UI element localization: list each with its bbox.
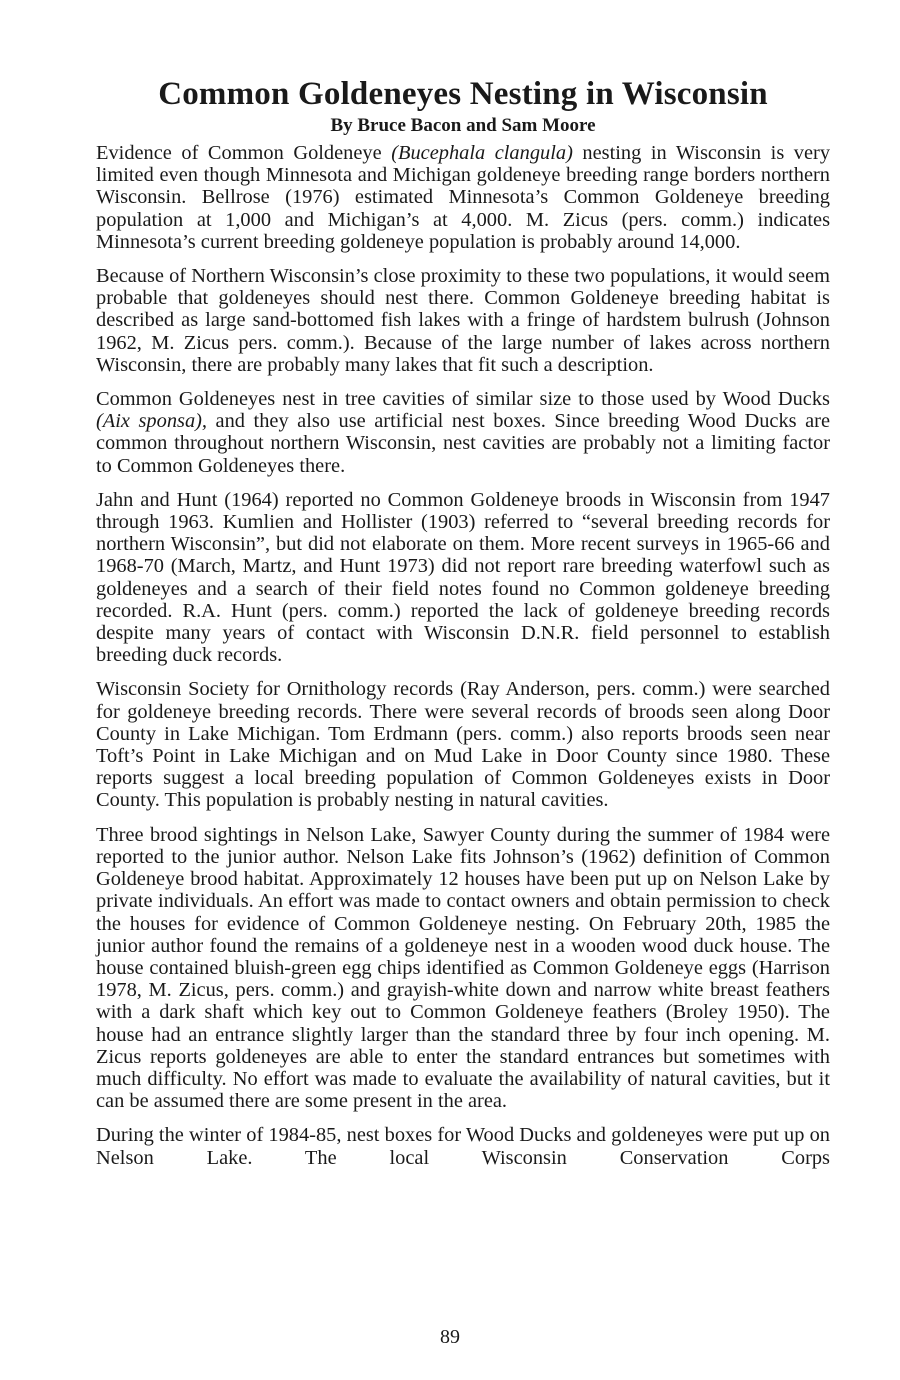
paragraph-1-text-b: nesting in Wisconsin is very limited even though Minnesota and Michigan goldeneye breeding range borders northern Wisconsin. Bellrose (1976) estimated Minnesota’s Common Goldeneye breeding population at 1,000 and Michigan’s at 4,000. M. Zicus (pers. comm.) indicates Minnesota’s current breeding goldeneye population is probably around 14,000. — [96, 142, 831, 253]
paragraph-6: Three brood sightings in Nelson Lake, Sawyer County during the summer of 1984 were reported to the junior author. Nelson Lake fits Johnson’s (1962) definition of Common Goldeneye brood habitat. Approximately 12 houses have been put up on Nelson Lake by private individuals. An effort was made to contact owners and obtain permission to check the houses for evidence of Common Goldeneye nesting. On February 20th, 1985 the junior author found the remains of a goldeneye nest in a wooden wood duck house. The house contained bluish-green egg chips identified as Common Goldeneye eggs (Harrison 1978, M. Zicus, pers. comm.) and grayish-white down and narrow white breast feathers with a dark shaft which key out to Common Goldeneye feathers (Broley 1950). The house had an entrance slightly larger than the standard three by four inch opening. M. Zicus reports goldeneyes are able to enter the standard entrances but sometimes with much difficulty. No effort was made to evaluate the availability of natural cavities, but it can be assumed there are some present in the area. — [96, 823, 830, 1113]
paragraph-1 — [96, 142, 830, 253]
paragraph-5: Wisconsin Society for Ornithology records (Ray Anderson, pers. comm.) were searched for goldeneye breeding records. There were several records of broods seen along Door County in Lake Michigan. Tom Erdmann (pers. comm.) also reports broods seen near Toft’s Point in Lake Michigan and on Mud Lake in Door County since 1980. These reports suggest a local breeding population of Common Goldeneyes exists in Door County. This population is probably nesting in natural cavities. — [96, 678, 830, 812]
species-name-wood-duck: (Aix sponsa), — [96, 410, 208, 433]
paragraph-3-text-a: Common Goldeneyes nest in tree cavities of similar size to those used by Wood Ducks — [96, 388, 830, 411]
paragraph-4: Jahn and Hunt (1964) reported no Common Goldeneye broods in Wisconsin from 1947 through 1963. Kumlien and Hollister (1903) referred to “several breeding records for northern Wisconsin”, but did not elaborate on them. More recent surveys in 1965-66 and 1968-70 (March, Martz, and Hunt 1973) did not report rare breeding waterfowl such as goldeneyes and a search of their field notes found no Common goldeneye breeding recorded. R.A. Hunt (pers. comm.) reported the lack of goldeneye breeding records despite many years of contact with Wisconsin D.N.R. field personnel to establish breeding duck records. — [96, 488, 830, 667]
article-title: Common Goldeneyes Nesting in Wisconsin — [158, 76, 768, 112]
paragraph-2: Because of Northern Wisconsin’s close proximity to these two populations, it would seem probable that goldeneyes should nest there. Common Goldeneye breeding habitat is described as large sand-bottomed fish lakes with a fringe of hardstem bulrush (Johnson 1962, M. Zicus pers. comm.). Because of the large number of lakes across northern Wisconsin, there are probably many lakes that fit such a description. — [96, 265, 830, 376]
paragraph-7: During the winter of 1984-85, nest boxes for Wood Ducks and goldeneyes were put up on Nelson Lake. The local Wisconsin Conservation Corps — [96, 1124, 830, 1169]
species-name-goldeneye: (Bucephala clangula) — [391, 142, 573, 164]
paragraph-3-text-b: and they also use artificial nest boxes. Since breeding Wood Ducks are common throughout northern Wisconsin, nest cavities are probably not a limiting factor to Common Goldeneyes there. — [96, 410, 830, 477]
paragraph-1-text-a: Evidence of Common Goldeneye — [96, 142, 392, 164]
article-page — [96, 74, 830, 1181]
page-number: 89 — [440, 1326, 460, 1348]
article-byline: By Bruce Bacon and Sam Moore — [330, 115, 596, 136]
paragraph-3 — [96, 388, 830, 477]
